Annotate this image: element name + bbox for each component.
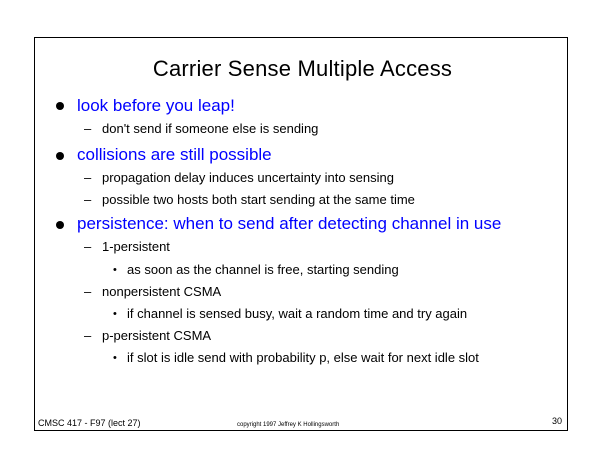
detail-nonpersistent: if channel is sensed busy, wait a random time and try again: [127, 306, 468, 321]
bullet-dot: [56, 152, 64, 160]
footer-copyright: copyright 1997 Jeffrey K Hollingsworth: [237, 422, 340, 428]
dash-glyph: –: [84, 328, 92, 343]
subitem-propagation-delay: propagation delay induces uncertainty into sensing: [102, 170, 394, 185]
footer-course: CMSC 417 - F97 (lect 27): [38, 418, 141, 428]
dot-glyph: •: [113, 352, 117, 364]
subitem-p-persistent: p-persistent CSMA: [102, 328, 212, 343]
dash-glyph: –: [84, 192, 92, 207]
subitem-dont-send: don't send if someone else is sending: [102, 121, 319, 136]
slide-title: Carrier Sense Multiple Access: [152, 56, 453, 81]
bullet-dot: [56, 102, 64, 110]
detail-1-persistent: as soon as the channel is free, starting sending: [127, 262, 399, 277]
bullet-dot: [56, 221, 64, 229]
bullet-look-before-you-leap: look before you leap!: [77, 96, 235, 115]
footer-page-number: 30: [552, 416, 563, 426]
dash-glyph: –: [84, 121, 92, 136]
subitem-nonpersistent: nonpersistent CSMA: [102, 284, 222, 299]
detail-p-persistent: if slot is idle send with probability p, else wait for next idle slot: [127, 350, 479, 365]
bullet-persistence: persistence: when to send after detecting channel in use: [77, 214, 502, 233]
dash-glyph: –: [84, 170, 92, 185]
subitem-1-persistent: 1-persistent: [102, 239, 170, 254]
dot-glyph: •: [113, 264, 117, 276]
dash-glyph: –: [84, 239, 92, 254]
bullet-collisions-possible: collisions are still possible: [77, 145, 272, 164]
dash-glyph: –: [84, 284, 92, 299]
subitem-two-hosts: possible two hosts both start sending at the same time: [102, 192, 415, 207]
dot-glyph: •: [113, 308, 117, 320]
